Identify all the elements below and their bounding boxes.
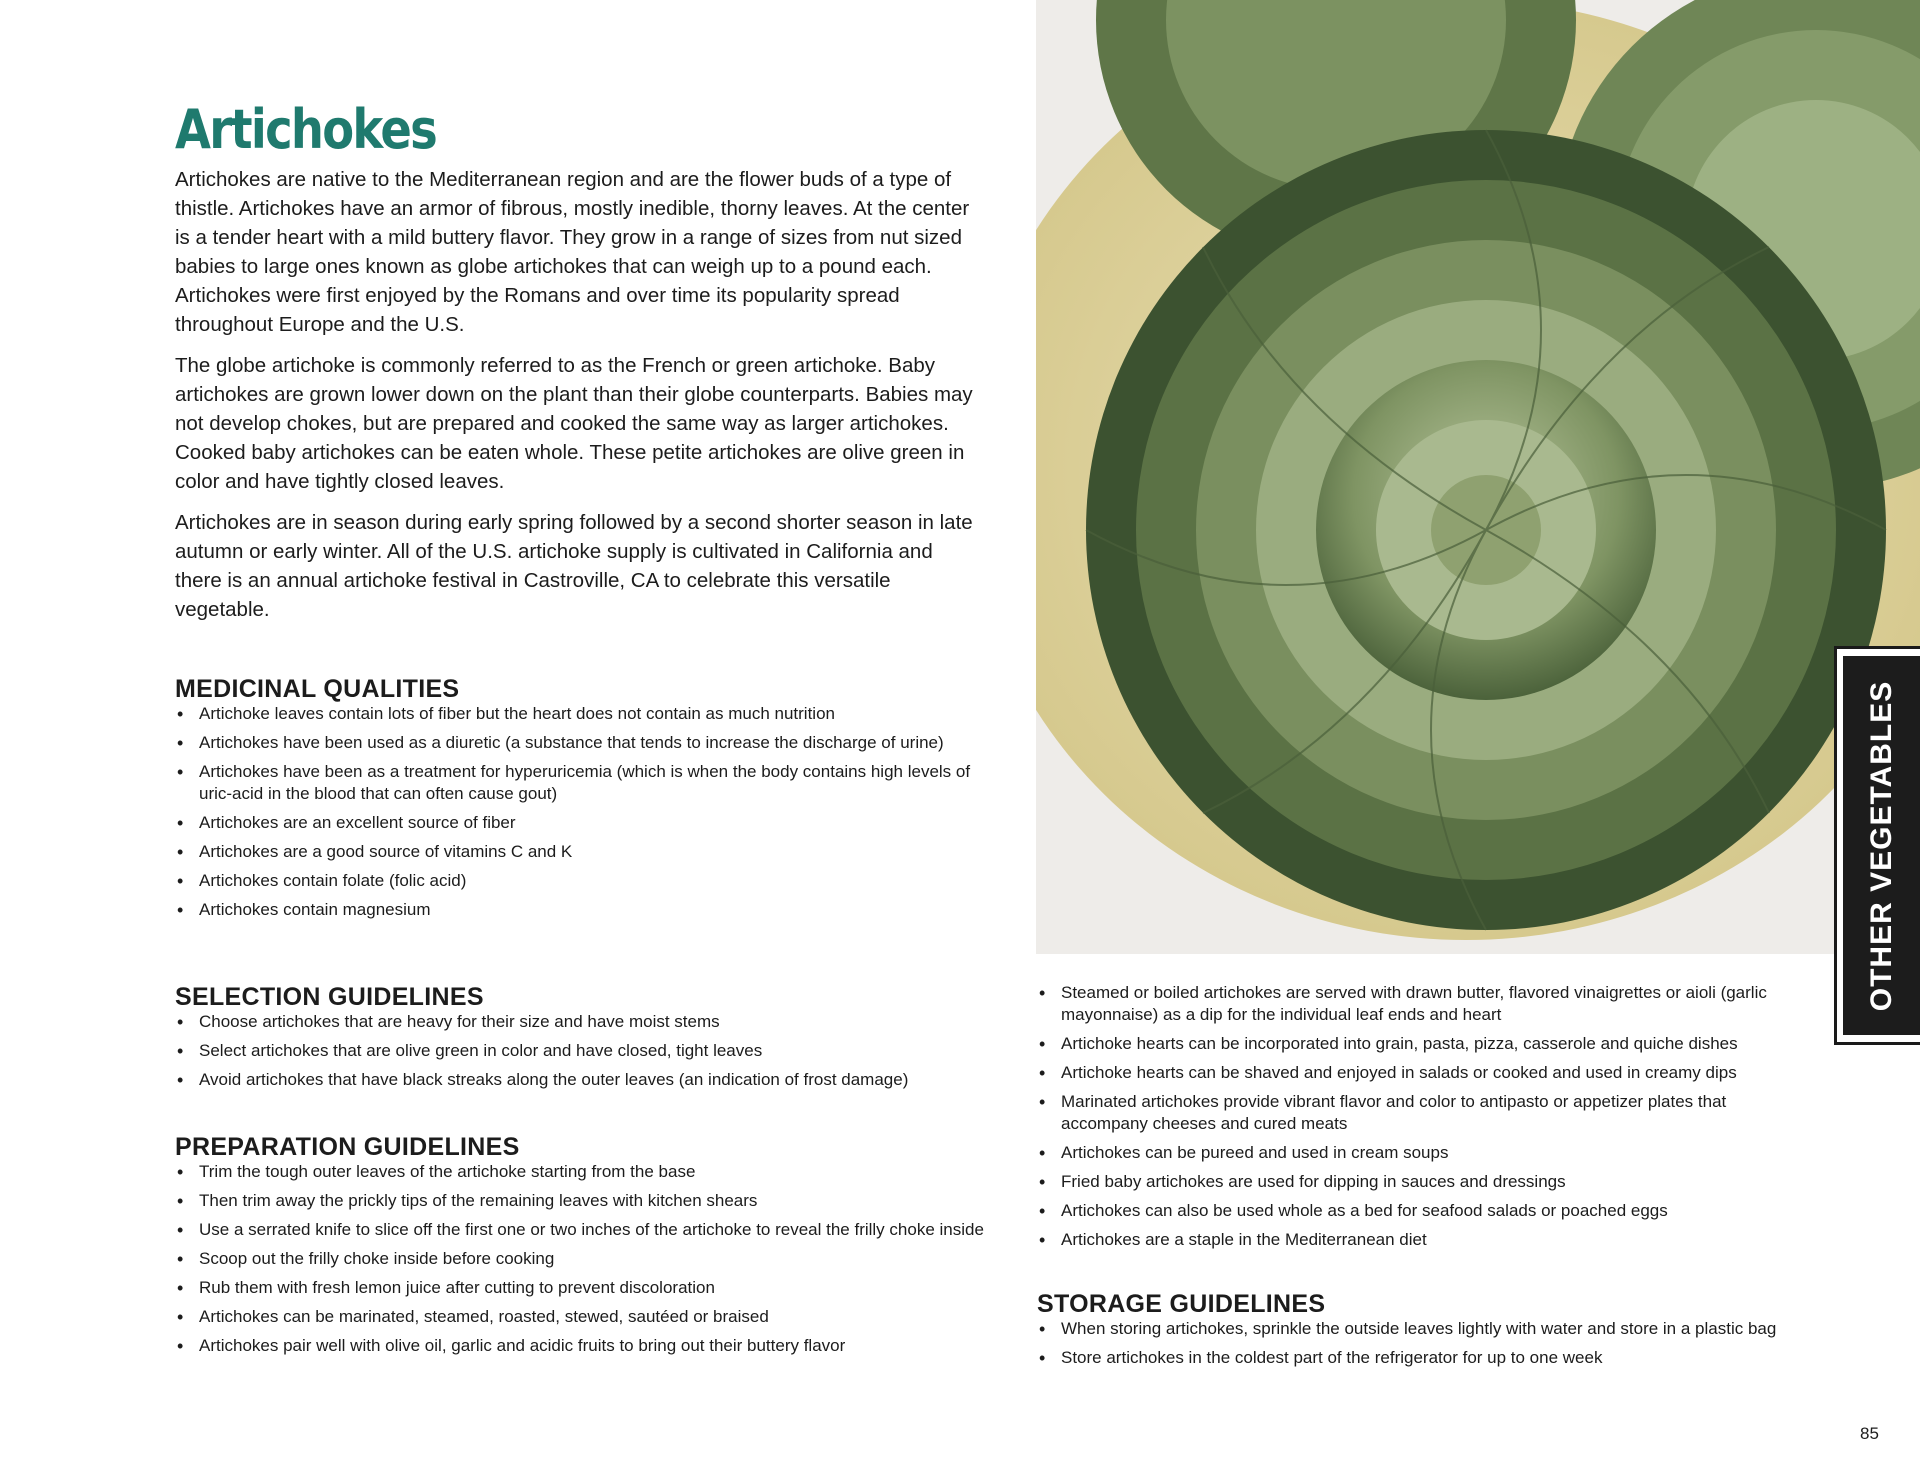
storage-guidelines-section (1037, 1290, 1817, 1376)
intro-paragraph: Artichokes are native to the Mediterranean region and are the flower buds of a type of thistle. Artichokes have an armor of fibrous, mostly inedible, thorny leaves. At the center is a tender heart with a mild buttery flavor. They grow in a range of sizes from nut sized babies to large ones known as globe artichokes that can weigh up to a pound each. Artichokes were first enjoyed by the Romans and over time its popularity spread throughout Europe and the U.S. (175, 168, 970, 337)
list-item: • When storing artichokes, sprinkle the outside leaves lightly with water and store in a plastic bag (1037, 1318, 1817, 1340)
page-number: 85 (1860, 1424, 1879, 1443)
section-heading: PREPARATION GUIDELINES (175, 1133, 520, 1161)
serving-list (1037, 982, 1817, 1251)
preparation-list (175, 1161, 985, 1357)
list-item: • Artichokes are an excellent source of fiber (175, 812, 985, 834)
selection-guidelines-section (175, 983, 985, 1098)
intro-paragraph: The globe artichoke is commonly referred to as the French or green artichoke. Baby artichokes are grown lower down on the plant than their globe counterparts. Babies may not develop chokes, but are prepared and cooked the same way as larger artichokes. Cooked baby artichokes can be eaten whole. These petite artichokes are olive green in color and have tightly closed leaves. (175, 354, 973, 494)
list-item: • Artichokes pair well with olive oil, garlic and acidic fruits to bring out their buttery flavor (175, 1335, 985, 1357)
preparation-guidelines-section (175, 1133, 985, 1364)
storage-list (1037, 1318, 1817, 1369)
list-item: • Fried baby artichokes are used for dipping in sauces and dressings (1037, 1171, 1817, 1193)
list-item: • Artichoke hearts can be shaved and enjoyed in salads or cooked and used in creamy dips (1037, 1062, 1817, 1084)
list-item: • Trim the tough outer leaves of the artichoke starting from the base (175, 1161, 985, 1183)
list-item: • Artichoke hearts can be incorporated into grain, pasta, pizza, casserole and quiche dishes (1037, 1033, 1817, 1055)
list-item: • Artichokes contain folate (folic acid) (175, 870, 985, 892)
section-tab (1834, 646, 1920, 1045)
intro-text (175, 165, 975, 624)
section-heading: MEDICINAL QUALITIES (175, 675, 460, 703)
list-item: • Steamed or boiled artichokes are served with drawn butter, flavored vinaigrettes or aioli (garlic mayonnaise) as a dip for the individual leaf ends and heart (1037, 982, 1817, 1026)
list-item: • Rub them with fresh lemon juice after cutting to prevent discoloration (175, 1277, 985, 1299)
list-item: • Artichokes are a good source of vitamins C and K (175, 841, 985, 863)
section-heading: SELECTION GUIDELINES (175, 983, 484, 1011)
list-item: • Artichokes contain magnesium (175, 899, 985, 921)
section-tab-label: OTHER VEGETABLES (1864, 680, 1898, 1011)
list-item: • Store artichokes in the coldest part of the refrigerator for up to one week (1037, 1347, 1817, 1369)
medicinal-qualities-section (175, 675, 985, 928)
list-item: • Select artichokes that are olive green in color and have closed, tight leaves (175, 1040, 985, 1062)
list-item: • Choose artichokes that are heavy for their size and have moist stems (175, 1011, 985, 1033)
list-item: • Artichokes are a staple in the Mediterranean diet (1037, 1229, 1817, 1251)
artichoke-illustration (1036, 0, 1920, 954)
medicinal-list (175, 703, 985, 921)
page-title: Artichokes (175, 98, 437, 161)
list-item: • Avoid artichokes that have black streaks along the outer leaves (an indication of frost damage) (175, 1069, 985, 1091)
list-item: • Artichokes can also be used whole as a bed for seafood salads or poached eggs (1037, 1200, 1817, 1222)
intro-paragraph: Artichokes are in season during early spring followed by a second shorter season in late autumn or early winter. All of the U.S. artichoke supply is cultivated in California and there is an annual artichoke festival in Castroville, CA to celebrate this versatile vegetable. (175, 511, 973, 622)
serving-suggestions-section (1037, 982, 1817, 1258)
list-item: • Artichokes have been as a treatment for hyperuricemia (which is when the body contains high levels of uric-acid in the blood that can often cause gout) (175, 761, 985, 805)
intro-column (175, 100, 975, 636)
list-item: • Artichokes can be marinated, steamed, roasted, stewed, sautéed or braised (175, 1306, 985, 1328)
list-item: • Use a serrated knife to slice off the first one or two inches of the artichoke to reveal the frilly choke inside (175, 1219, 985, 1241)
artichoke-photo (1036, 0, 1920, 954)
list-item: • Then trim away the prickly tips of the remaining leaves with kitchen shears (175, 1190, 985, 1212)
section-heading: STORAGE GUIDELINES (1037, 1290, 1326, 1318)
section-tab-background (1843, 656, 1920, 1035)
list-item: • Marinated artichokes provide vibrant flavor and color to antipasto or appetizer plates that accompany cheeses and cured meats (1037, 1091, 1817, 1135)
list-item: • Artichokes have been used as a diuretic (a substance that tends to increase the discharge of urine) (175, 732, 985, 754)
list-item: • Scoop out the frilly choke inside before cooking (175, 1248, 985, 1270)
list-item: • Artichokes can be pureed and used in cream soups (1037, 1142, 1817, 1164)
list-item: • Artichoke leaves contain lots of fiber but the heart does not contain as much nutrition (175, 703, 985, 725)
selection-list (175, 1011, 985, 1091)
